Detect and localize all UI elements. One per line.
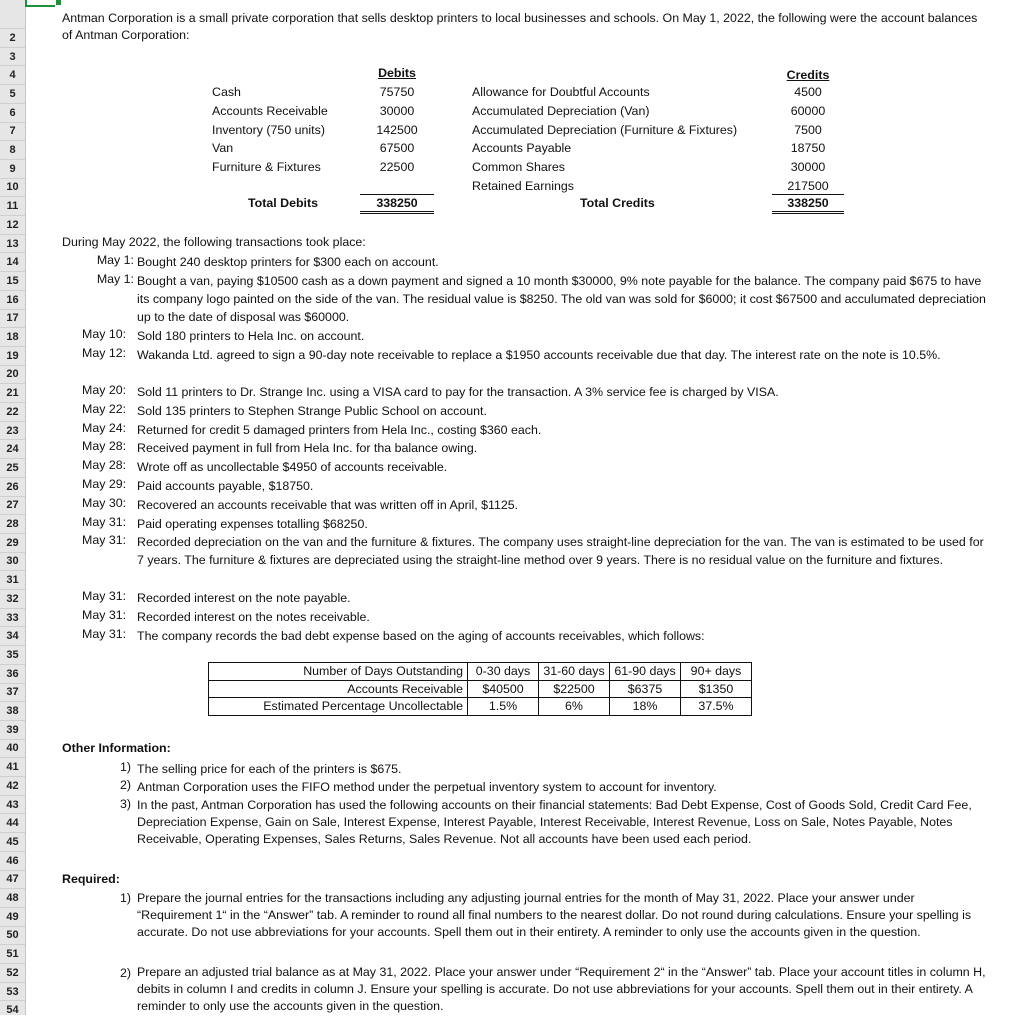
aging-table: [208, 662, 752, 716]
row-header[interactable]: 37: [0, 683, 25, 702]
table-row: [209, 680, 752, 698]
row-header[interactable]: 36: [0, 664, 25, 683]
transaction-text: Bought 240 desktop printers for $300 each on account.: [137, 255, 439, 269]
double-rule: [772, 213, 844, 214]
transaction-text: Recorded interest on the notes receivable.: [137, 610, 370, 624]
debit-amount: 22500: [379, 160, 415, 174]
aging-cell: $1350: [681, 680, 752, 698]
row-header[interactable]: 10: [0, 178, 25, 197]
transaction-date: May 31:: [82, 589, 127, 603]
row-header[interactable]: 46: [0, 851, 25, 870]
selected-cell-border: [25, 5, 55, 7]
total-credits-label: Total Credits: [580, 196, 655, 210]
row-header[interactable]: 48: [0, 888, 25, 907]
row-header[interactable]: 20: [0, 365, 25, 384]
debit-amount: 142500: [376, 123, 418, 137]
other-info-item: Antman Corporation uses the FIFO method under the perpetual inventory system to account for inventory.: [137, 780, 717, 794]
row-header[interactable]: 21: [0, 383, 25, 402]
transaction-date: May 31:: [82, 533, 127, 547]
transaction-text: Paid operating expenses totalling $68250.: [137, 517, 368, 531]
required-item: Prepare the journal entries for the transactions including any adjusting journal entries for the month of May 31, 2022. Place your answer under “Requirement 1“ in the “Answer” tab. A reminder to round all final numbers to the nearest dollar. Do not round during calculations. Ensure your spelling is accurate. Do not use abbreviations for your accounts. Spell them out in their entirety. A reminder to only use the accounts given in the question.: [137, 891, 972, 939]
aging-cell: 6%: [539, 698, 610, 716]
other-info-heading: Other Information:: [62, 741, 171, 755]
row-header[interactable]: 51: [0, 944, 25, 963]
row-header[interactable]: 45: [0, 832, 25, 851]
debit-account-name: Van: [212, 141, 234, 155]
transaction-date: May 24:: [82, 421, 127, 435]
row-header[interactable]: 6: [0, 103, 25, 122]
row-header[interactable]: 23: [0, 421, 25, 440]
debit-account-name: Accounts Receivable: [212, 104, 328, 118]
transaction-date: May 31:: [82, 515, 127, 529]
row-header[interactable]: 7: [0, 122, 25, 141]
debits-header: Debits: [378, 66, 416, 80]
total-credits-rule: [772, 194, 844, 195]
transactions-intro: During May 2022, the following transactions took place:: [62, 235, 366, 249]
transaction-date: May 20:: [82, 383, 127, 397]
row-header[interactable]: 39: [0, 720, 25, 739]
row-header[interactable]: 27: [0, 496, 25, 515]
row-header[interactable]: 44: [0, 813, 25, 832]
transaction-text: Returned for credit 5 damaged printers from Hela Inc., costing $360 each.: [137, 423, 542, 437]
transaction-date: May 22:: [82, 402, 127, 416]
total-debits-rule: [360, 194, 434, 195]
row-header[interactable]: 26: [0, 477, 25, 496]
row-header[interactable]: 8: [0, 140, 25, 159]
row-header[interactable]: 24: [0, 439, 25, 458]
transaction-text: Bought a van, paying $10500 cash as a down payment and signed a 10 month $30000, 9% note payable for the balance. The company paid $675 to have its company logo painted on the side of the van. The residual value is $8250. The old van was sold for $6000; it cost $67500 and acculumated depreciation up to the date of disposal was $60000.: [137, 274, 986, 324]
row-header[interactable]: 42: [0, 776, 25, 795]
row-header-gutter: [0, 0, 26, 1015]
credit-amount: 18750: [790, 141, 826, 155]
row-header[interactable]: 22: [0, 402, 25, 421]
credits-header: Credits: [786, 68, 830, 82]
debit-account-name: Inventory (750 units): [212, 123, 325, 137]
table-row: [209, 698, 752, 716]
credit-account-name: Allowance for Doubtful Accounts: [472, 85, 650, 99]
row-header[interactable]: 18: [0, 327, 25, 346]
row-header[interactable]: 11: [0, 196, 25, 215]
transaction-date: May 10:: [82, 327, 127, 341]
transaction-text: Sold 180 printers to Hela Inc. on account.: [137, 329, 365, 343]
transaction-date: May 1:: [96, 253, 134, 267]
aging-cell: $40500: [468, 680, 539, 698]
row-header[interactable]: 50: [0, 926, 25, 945]
list-number: 3): [120, 797, 132, 811]
credit-account-name: Retained Earnings: [472, 179, 574, 193]
transaction-text: Recorded depreciation on the van and the furniture & fixtures. The company uses straight-line depreciation for the van. The van is estimated to be used for 7 years. The furniture & fixtures are depreciated using the straight-line method over 9 years. There is no residual value on the furniture and fixtures.: [137, 535, 984, 567]
row-header[interactable]: 16: [0, 290, 25, 309]
transaction-text: Received payment in full from Hela Inc. for tha balance owing.: [137, 441, 478, 455]
row-header[interactable]: 5: [0, 84, 25, 103]
aging-row-label: Accounts Receivable: [209, 680, 468, 698]
credit-amount: 217500: [787, 179, 829, 193]
credit-account-name: Accumulated Depreciation (Furniture & Fixtures): [472, 123, 738, 137]
row-header[interactable]: 14: [0, 252, 25, 271]
row-header[interactable]: 35: [0, 645, 25, 664]
row-header[interactable]: 28: [0, 514, 25, 533]
total-credits-value: 338250: [787, 196, 829, 210]
credit-amount: 4500: [794, 85, 822, 99]
total-debits-label: Total Debits: [248, 196, 318, 210]
row-header[interactable]: 17: [0, 309, 25, 328]
row-header[interactable]: 12: [0, 215, 25, 234]
row-header[interactable]: 29: [0, 533, 25, 552]
double-rule: [360, 211, 434, 212]
list-number: 2): [120, 778, 132, 792]
row-header[interactable]: 4: [0, 65, 25, 84]
row-header[interactable]: 9: [0, 159, 25, 178]
credit-account-name: Accumulated Depreciation (Van): [472, 104, 650, 118]
aging-cell: 0-30 days: [468, 663, 539, 681]
aging-row-label: Estimated Percentage Uncollectable: [209, 698, 468, 716]
debit-account-name: Cash: [212, 85, 241, 99]
other-info-item: The selling price for each of the printers is $675.: [137, 762, 402, 776]
row-header[interactable]: 34: [0, 626, 25, 645]
row-header[interactable]: 54: [0, 1000, 25, 1019]
transaction-date: May 1:: [96, 272, 134, 286]
intro-text: Antman Corporation is a small private corporation that sells desktop printers to local businesses and schools. On May 1, 2022, the following were the account balances of Antman Corporation:: [62, 11, 978, 42]
fill-handle[interactable]: [56, 0, 61, 5]
row-header[interactable]: 47: [0, 870, 25, 889]
transaction-date: May 28:: [82, 439, 127, 453]
aging-cell: 37.5%: [681, 698, 752, 716]
row-header[interactable]: 15: [0, 271, 25, 290]
row-header[interactable]: 52: [0, 963, 25, 982]
row-header[interactable]: 33: [0, 608, 25, 627]
row-header[interactable]: 3: [0, 47, 25, 66]
required-item: Prepare an adjusted trial balance as at May 31, 2022. Place your answer under “Requirement 2“ in the “Answer” tab. Place your account titles in column H, debits in column I and credits in column J. Ensure your spelling is accurate. Do not use abbreviations for your accounts. Spell them out in their entirety. A reminder to only use the accounts given in the question.: [137, 965, 986, 1013]
credit-amount: 60000: [790, 104, 826, 118]
transaction-date: May 30:: [82, 496, 127, 510]
row-header[interactable]: 2: [0, 28, 25, 47]
row-header[interactable]: 53: [0, 982, 25, 1001]
aging-cell: $22500: [539, 680, 610, 698]
row-header[interactable]: 38: [0, 701, 25, 720]
row-header[interactable]: 40: [0, 739, 25, 758]
transaction-text: Recorded interest on the note payable.: [137, 591, 351, 605]
row-header[interactable]: 13: [0, 234, 25, 253]
row-header[interactable]: 43: [0, 795, 25, 814]
credit-amount: 7500: [794, 123, 822, 137]
list-number: 1): [120, 891, 132, 905]
transaction-text: Recovered an accounts receivable that was written off in April, $1125.: [137, 498, 519, 512]
aging-cell: 61-90 days: [610, 663, 681, 681]
row-header[interactable]: 19: [0, 346, 25, 365]
transaction-date: May 12:: [82, 346, 127, 360]
transaction-date: May 29:: [82, 477, 127, 491]
transaction-date: May 31:: [82, 627, 127, 641]
credit-account-name: Common Shares: [472, 160, 565, 174]
aging-row-label: Number of Days Outstanding: [209, 663, 468, 681]
double-rule: [360, 213, 434, 214]
debit-amount: 75750: [379, 85, 415, 99]
debit-amount: 30000: [379, 104, 415, 118]
aging-cell: $6375: [610, 680, 681, 698]
aging-cell: 1.5%: [468, 698, 539, 716]
total-debits-value: 338250: [376, 196, 418, 210]
credit-account-name: Accounts Payable: [472, 141, 572, 155]
list-number: 1): [120, 760, 132, 774]
aging-cell: 90+ days: [681, 663, 752, 681]
row-header[interactable]: 25: [0, 458, 25, 477]
required-heading: Required:: [62, 872, 120, 886]
row-header[interactable]: 32: [0, 589, 25, 608]
transaction-date: May 31:: [82, 608, 127, 622]
other-info-item: In the past, Antman Corporation has used the following accounts on their financial statements: Bad Debt Expense, Cost of Goods Sold, Credit Card Fee, Depreciation Expense, Gain on Sale, Interest Expense, Interest Payable, Interest Receivable, Interest Revenue, Loss on Sale, Notes Payable, Notes Receivable, Operating Expenses, Sales Returns, Sales Revenue. Not all accounts have been used each period.: [137, 798, 972, 846]
debit-amount: 67500: [379, 141, 415, 155]
double-rule: [772, 211, 844, 212]
credit-amount: 30000: [790, 160, 826, 174]
transaction-text: Sold 11 printers to Dr. Strange Inc. using a VISA card to pay for the transaction. A 3% service fee is charged by VISA.: [137, 385, 779, 399]
row-header[interactable]: 41: [0, 757, 25, 776]
transaction-date: May 28:: [82, 458, 127, 472]
transaction-text: Paid accounts payable, $18750.: [137, 479, 314, 493]
aging-cell: 18%: [610, 698, 681, 716]
row-header[interactable]: 31: [0, 570, 25, 589]
table-row: [209, 663, 752, 681]
row-header[interactable]: 49: [0, 907, 25, 926]
aging-cell: 31-60 days: [539, 663, 610, 681]
list-number: 2): [120, 966, 132, 980]
transaction-text: Wakanda Ltd. agreed to sign a 90-day note receivable to replace a $1950 accounts receivable due that day. The interest rate on the note is 10.5%.: [137, 348, 941, 362]
transaction-text: Wrote off as uncollectable $4950 of accounts receivable.: [137, 460, 448, 474]
debit-account-name: Furniture & Fixtures: [212, 160, 321, 174]
transaction-text: The company records the bad debt expense based on the aging of accounts receivables, which follows:: [137, 629, 705, 643]
row-header[interactable]: 30: [0, 552, 25, 571]
transaction-text: Sold 135 printers to Stephen Strange Public School on account.: [137, 404, 487, 418]
